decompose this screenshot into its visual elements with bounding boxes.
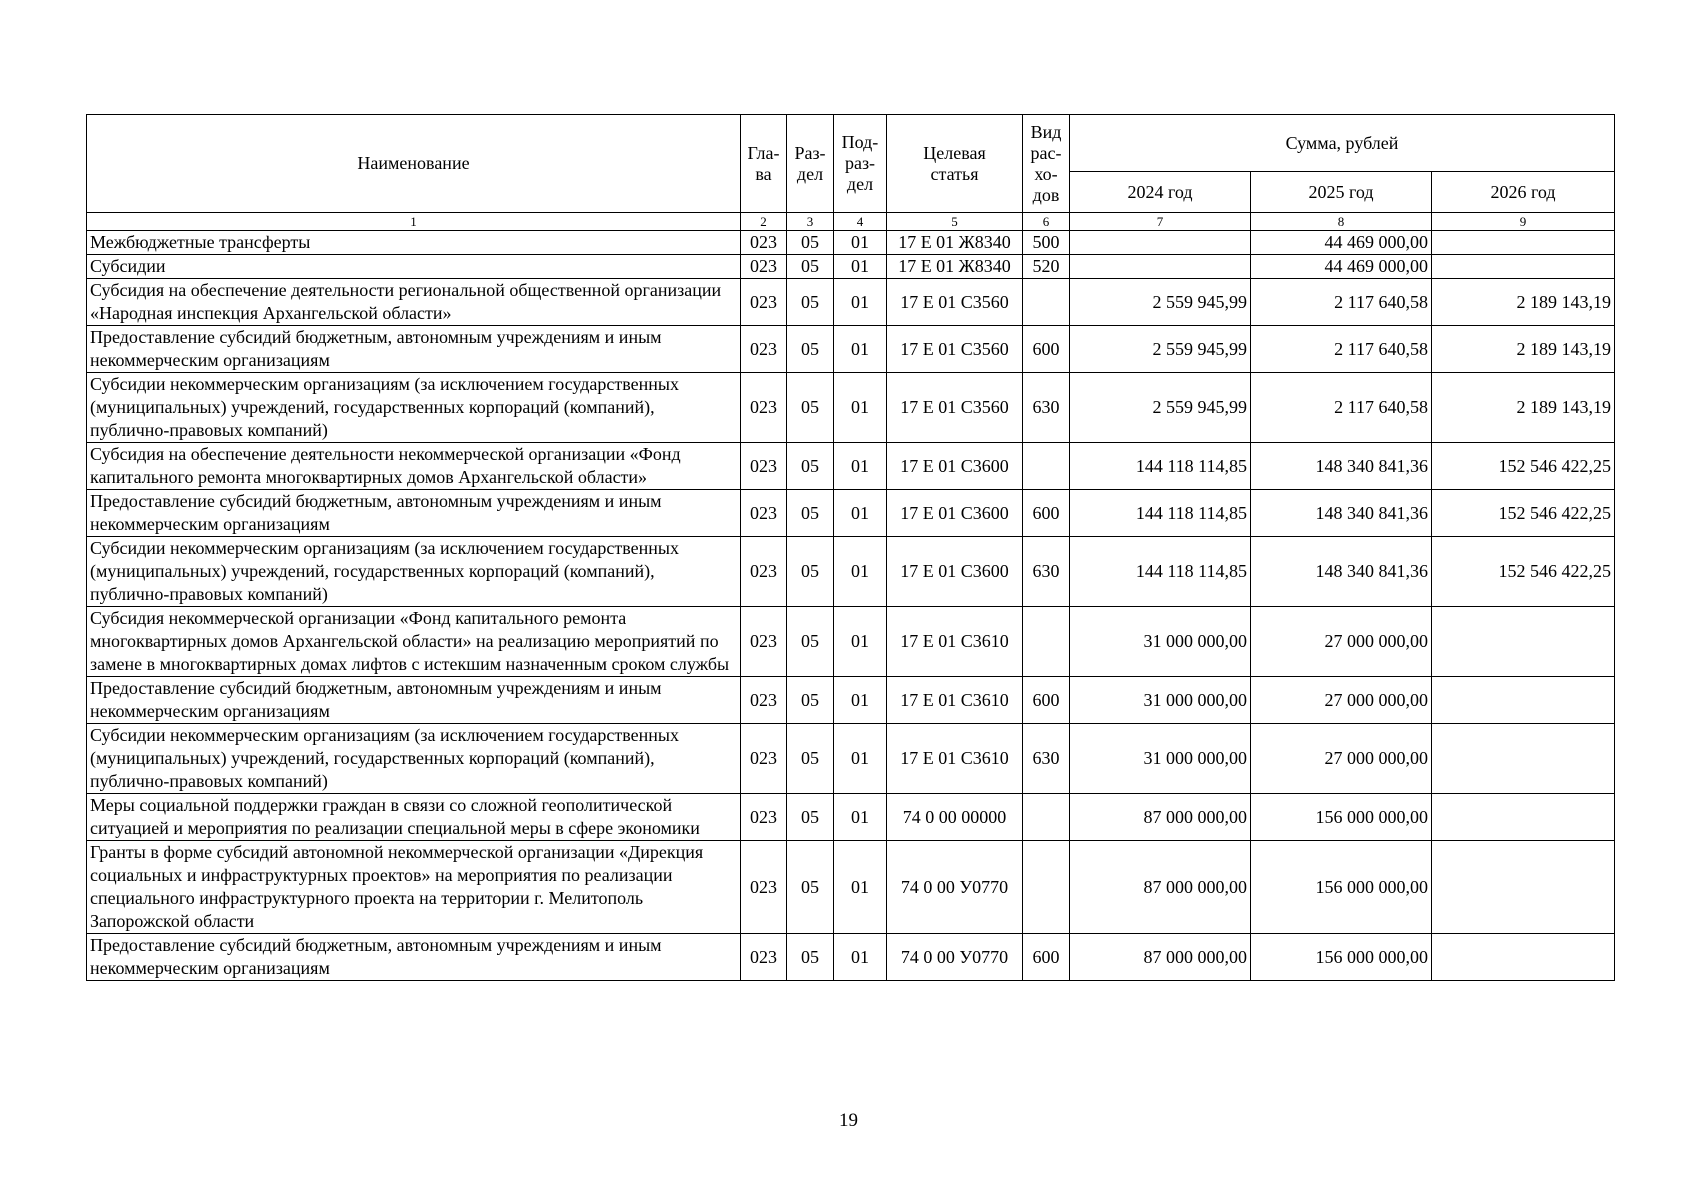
row-podrazdel: 01 bbox=[834, 279, 887, 326]
row-expense-type: 600 bbox=[1023, 326, 1070, 373]
table-row bbox=[87, 231, 1615, 255]
header-name: Наименование bbox=[87, 115, 741, 213]
table-row bbox=[87, 255, 1615, 279]
row-target-article: 17 Е 01 С3600 bbox=[887, 490, 1023, 537]
row-expense-type: 600 bbox=[1023, 677, 1070, 724]
row-target-article: 17 Е 01 С3610 bbox=[887, 724, 1023, 794]
row-glava: 023 bbox=[741, 326, 787, 373]
row-target-article: 17 Е 01 С3560 bbox=[887, 326, 1023, 373]
header-year-2025: 2025 год bbox=[1251, 172, 1432, 213]
row-sum-2026 bbox=[1432, 607, 1615, 677]
row-expense-type bbox=[1023, 794, 1070, 841]
row-razdel: 05 bbox=[787, 607, 834, 677]
row-expense-type bbox=[1023, 607, 1070, 677]
row-sum-2026 bbox=[1432, 677, 1615, 724]
column-number: 3 bbox=[787, 213, 834, 231]
row-podrazdel: 01 bbox=[834, 231, 887, 255]
row-target-article: 17 Е 01 Ж8340 bbox=[887, 255, 1023, 279]
header-expense-type: Вид рас- хо- дов bbox=[1023, 115, 1070, 213]
row-expense-type: 520 bbox=[1023, 255, 1070, 279]
row-sum-2024: 144 118 114,85 bbox=[1070, 490, 1251, 537]
row-sum-2024: 144 118 114,85 bbox=[1070, 537, 1251, 607]
row-name: Субсидии некоммерческим организациям (за исключением государственных (муниципальных) учреждений, государственных корпораций (компаний), публично-правовых компаний) bbox=[87, 537, 741, 607]
column-number: 7 bbox=[1070, 213, 1251, 231]
row-glava: 023 bbox=[741, 724, 787, 794]
table-row bbox=[87, 794, 1615, 841]
header-sum: Сумма, рублей bbox=[1070, 115, 1615, 172]
row-expense-type: 600 bbox=[1023, 490, 1070, 537]
table-row bbox=[87, 841, 1615, 934]
row-podrazdel: 01 bbox=[834, 724, 887, 794]
row-sum-2025: 44 469 000,00 bbox=[1251, 231, 1432, 255]
table-row bbox=[87, 443, 1615, 490]
row-glava: 023 bbox=[741, 841, 787, 934]
header-year-2026: 2026 год bbox=[1432, 172, 1615, 213]
row-glava: 023 bbox=[741, 677, 787, 724]
row-sum-2025: 27 000 000,00 bbox=[1251, 607, 1432, 677]
table-row bbox=[87, 607, 1615, 677]
row-name: Предоставление субсидий бюджетным, автономным учреждениям и иным некоммерческим организациям bbox=[87, 326, 741, 373]
row-sum-2026: 152 546 422,25 bbox=[1432, 443, 1615, 490]
row-sum-2024: 2 559 945,99 bbox=[1070, 373, 1251, 443]
row-target-article: 17 Е 01 С3610 bbox=[887, 677, 1023, 724]
row-expense-type bbox=[1023, 443, 1070, 490]
row-glava: 023 bbox=[741, 607, 787, 677]
header-target-article: Целевая статья bbox=[887, 115, 1023, 213]
row-expense-type bbox=[1023, 841, 1070, 934]
header-podrazdel: Под- раз- дел bbox=[834, 115, 887, 213]
row-expense-type: 600 bbox=[1023, 934, 1070, 981]
row-target-article: 17 Е 01 С3560 bbox=[887, 279, 1023, 326]
row-podrazdel: 01 bbox=[834, 841, 887, 934]
row-podrazdel: 01 bbox=[834, 794, 887, 841]
row-glava: 023 bbox=[741, 231, 787, 255]
row-name: Субсидия на обеспечение деятельности региональной общественной организации «Народная инспекция Архангельской области» bbox=[87, 279, 741, 326]
row-sum-2024: 2 559 945,99 bbox=[1070, 326, 1251, 373]
row-sum-2026: 2 189 143,19 bbox=[1432, 373, 1615, 443]
row-glava: 023 bbox=[741, 255, 787, 279]
row-podrazdel: 01 bbox=[834, 607, 887, 677]
row-sum-2025: 156 000 000,00 bbox=[1251, 934, 1432, 981]
row-sum-2026: 152 546 422,25 bbox=[1432, 537, 1615, 607]
row-name: Предоставление субсидий бюджетным, автономным учреждениям и иным некоммерческим организациям bbox=[87, 677, 741, 724]
row-sum-2026 bbox=[1432, 724, 1615, 794]
row-target-article: 17 Е 01 С3560 bbox=[887, 373, 1023, 443]
row-sum-2025: 148 340 841,36 bbox=[1251, 490, 1432, 537]
row-name: Субсидии bbox=[87, 255, 741, 279]
row-target-article: 17 Е 01 С3610 bbox=[887, 607, 1023, 677]
row-expense-type: 630 bbox=[1023, 373, 1070, 443]
table-row bbox=[87, 934, 1615, 981]
row-razdel: 05 bbox=[787, 794, 834, 841]
row-sum-2024 bbox=[1070, 231, 1251, 255]
row-razdel: 05 bbox=[787, 231, 834, 255]
row-name: Субсидия некоммерческой организации «Фонд капитального ремонта многоквартирных домов Архангельской области» на реализацию мероприятий по замене в многоквартирных домах лифтов с истекшим назначенным сроком службы bbox=[87, 607, 741, 677]
row-expense-type bbox=[1023, 279, 1070, 326]
row-razdel: 05 bbox=[787, 443, 834, 490]
row-sum-2024: 31 000 000,00 bbox=[1070, 607, 1251, 677]
row-target-article: 74 0 00 У0770 bbox=[887, 841, 1023, 934]
row-glava: 023 bbox=[741, 934, 787, 981]
row-expense-type: 630 bbox=[1023, 537, 1070, 607]
row-glava: 023 bbox=[741, 373, 787, 443]
table-row bbox=[87, 279, 1615, 326]
column-number: 6 bbox=[1023, 213, 1070, 231]
row-razdel: 05 bbox=[787, 279, 834, 326]
row-sum-2025: 156 000 000,00 bbox=[1251, 841, 1432, 934]
row-razdel: 05 bbox=[787, 537, 834, 607]
row-sum-2025: 148 340 841,36 bbox=[1251, 443, 1432, 490]
row-razdel: 05 bbox=[787, 326, 834, 373]
row-razdel: 05 bbox=[787, 255, 834, 279]
table-row bbox=[87, 724, 1615, 794]
row-razdel: 05 bbox=[787, 724, 834, 794]
row-name: Предоставление субсидий бюджетным, автономным учреждениям и иным некоммерческим организациям bbox=[87, 934, 741, 981]
row-podrazdel: 01 bbox=[834, 373, 887, 443]
row-sum-2026 bbox=[1432, 231, 1615, 255]
column-number: 9 bbox=[1432, 213, 1615, 231]
row-sum-2025: 2 117 640,58 bbox=[1251, 279, 1432, 326]
row-sum-2025: 44 469 000,00 bbox=[1251, 255, 1432, 279]
row-sum-2026: 2 189 143,19 bbox=[1432, 326, 1615, 373]
row-target-article: 17 Е 01 Ж8340 bbox=[887, 231, 1023, 255]
table-body bbox=[87, 213, 1615, 981]
row-name: Предоставление субсидий бюджетным, автономным учреждениям и иным некоммерческим организациям bbox=[87, 490, 741, 537]
row-sum-2026 bbox=[1432, 794, 1615, 841]
row-expense-type: 630 bbox=[1023, 724, 1070, 794]
row-sum-2025: 156 000 000,00 bbox=[1251, 794, 1432, 841]
row-target-article: 17 Е 01 С3600 bbox=[887, 443, 1023, 490]
row-razdel: 05 bbox=[787, 841, 834, 934]
row-sum-2024: 87 000 000,00 bbox=[1070, 794, 1251, 841]
table-row bbox=[87, 677, 1615, 724]
row-glava: 023 bbox=[741, 279, 787, 326]
row-sum-2026: 152 546 422,25 bbox=[1432, 490, 1615, 537]
row-target-article: 17 Е 01 С3600 bbox=[887, 537, 1023, 607]
row-razdel: 05 bbox=[787, 490, 834, 537]
row-name: Межбюджетные трансферты bbox=[87, 231, 741, 255]
row-sum-2025: 2 117 640,58 bbox=[1251, 326, 1432, 373]
table-row bbox=[87, 537, 1615, 607]
row-podrazdel: 01 bbox=[834, 677, 887, 724]
column-number: 5 bbox=[887, 213, 1023, 231]
column-number: 4 bbox=[834, 213, 887, 231]
row-sum-2026 bbox=[1432, 934, 1615, 981]
row-podrazdel: 01 bbox=[834, 443, 887, 490]
column-number: 2 bbox=[741, 213, 787, 231]
row-sum-2026 bbox=[1432, 255, 1615, 279]
row-sum-2024: 31 000 000,00 bbox=[1070, 677, 1251, 724]
row-sum-2025: 27 000 000,00 bbox=[1251, 677, 1432, 724]
row-sum-2025: 148 340 841,36 bbox=[1251, 537, 1432, 607]
row-razdel: 05 bbox=[787, 373, 834, 443]
table-row bbox=[87, 373, 1615, 443]
row-podrazdel: 01 bbox=[834, 255, 887, 279]
row-name: Меры социальной поддержки граждан в связи со сложной геополитической ситуацией и мероприятия по реализации специальной меры в сфере экономики bbox=[87, 794, 741, 841]
row-sum-2024: 31 000 000,00 bbox=[1070, 724, 1251, 794]
budget-table bbox=[86, 114, 1615, 981]
row-glava: 023 bbox=[741, 490, 787, 537]
row-target-article: 74 0 00 00000 bbox=[887, 794, 1023, 841]
row-sum-2025: 2 117 640,58 bbox=[1251, 373, 1432, 443]
row-sum-2024: 144 118 114,85 bbox=[1070, 443, 1251, 490]
row-sum-2024: 87 000 000,00 bbox=[1070, 841, 1251, 934]
row-glava: 023 bbox=[741, 794, 787, 841]
row-name: Гранты в форме субсидий автономной некоммерческой организации «Дирекция социальных и инфраструктурных проектов» на мероприятия по реализации специального инфраструктурного проекта на территории г. Мелитополь Запорожской области bbox=[87, 841, 741, 934]
row-glava: 023 bbox=[741, 537, 787, 607]
header-year-2024: 2024 год bbox=[1070, 172, 1251, 213]
row-podrazdel: 01 bbox=[834, 326, 887, 373]
header-razdel: Раз- дел bbox=[787, 115, 834, 213]
row-podrazdel: 01 bbox=[834, 934, 887, 981]
column-number: 8 bbox=[1251, 213, 1432, 231]
row-glava: 023 bbox=[741, 443, 787, 490]
column-number: 1 bbox=[87, 213, 741, 231]
row-razdel: 05 bbox=[787, 934, 834, 981]
row-name: Субсидия на обеспечение деятельности некоммерческой организации «Фонд капитального ремонта многоквартирных домов Архангельской области» bbox=[87, 443, 741, 490]
row-name: Субсидии некоммерческим организациям (за исключением государственных (муниципальных) учреждений, государственных корпораций (компаний), публично-правовых компаний) bbox=[87, 373, 741, 443]
row-sum-2024: 87 000 000,00 bbox=[1070, 934, 1251, 981]
row-sum-2024: 2 559 945,99 bbox=[1070, 279, 1251, 326]
page-number: 19 bbox=[839, 1110, 858, 1131]
row-target-article: 74 0 00 У0770 bbox=[887, 934, 1023, 981]
header-glava: Гла- ва bbox=[741, 115, 787, 213]
row-sum-2025: 27 000 000,00 bbox=[1251, 724, 1432, 794]
row-sum-2026 bbox=[1432, 841, 1615, 934]
table-row bbox=[87, 490, 1615, 537]
row-podrazdel: 01 bbox=[834, 490, 887, 537]
row-sum-2026: 2 189 143,19 bbox=[1432, 279, 1615, 326]
row-razdel: 05 bbox=[787, 677, 834, 724]
row-name: Субсидии некоммерческим организациям (за исключением государственных (муниципальных) учреждений, государственных корпораций (компаний), публично-правовых компаний) bbox=[87, 724, 741, 794]
row-sum-2024 bbox=[1070, 255, 1251, 279]
column-number-row bbox=[87, 213, 1615, 231]
row-podrazdel: 01 bbox=[834, 537, 887, 607]
row-expense-type: 500 bbox=[1023, 231, 1070, 255]
table-row bbox=[87, 326, 1615, 373]
